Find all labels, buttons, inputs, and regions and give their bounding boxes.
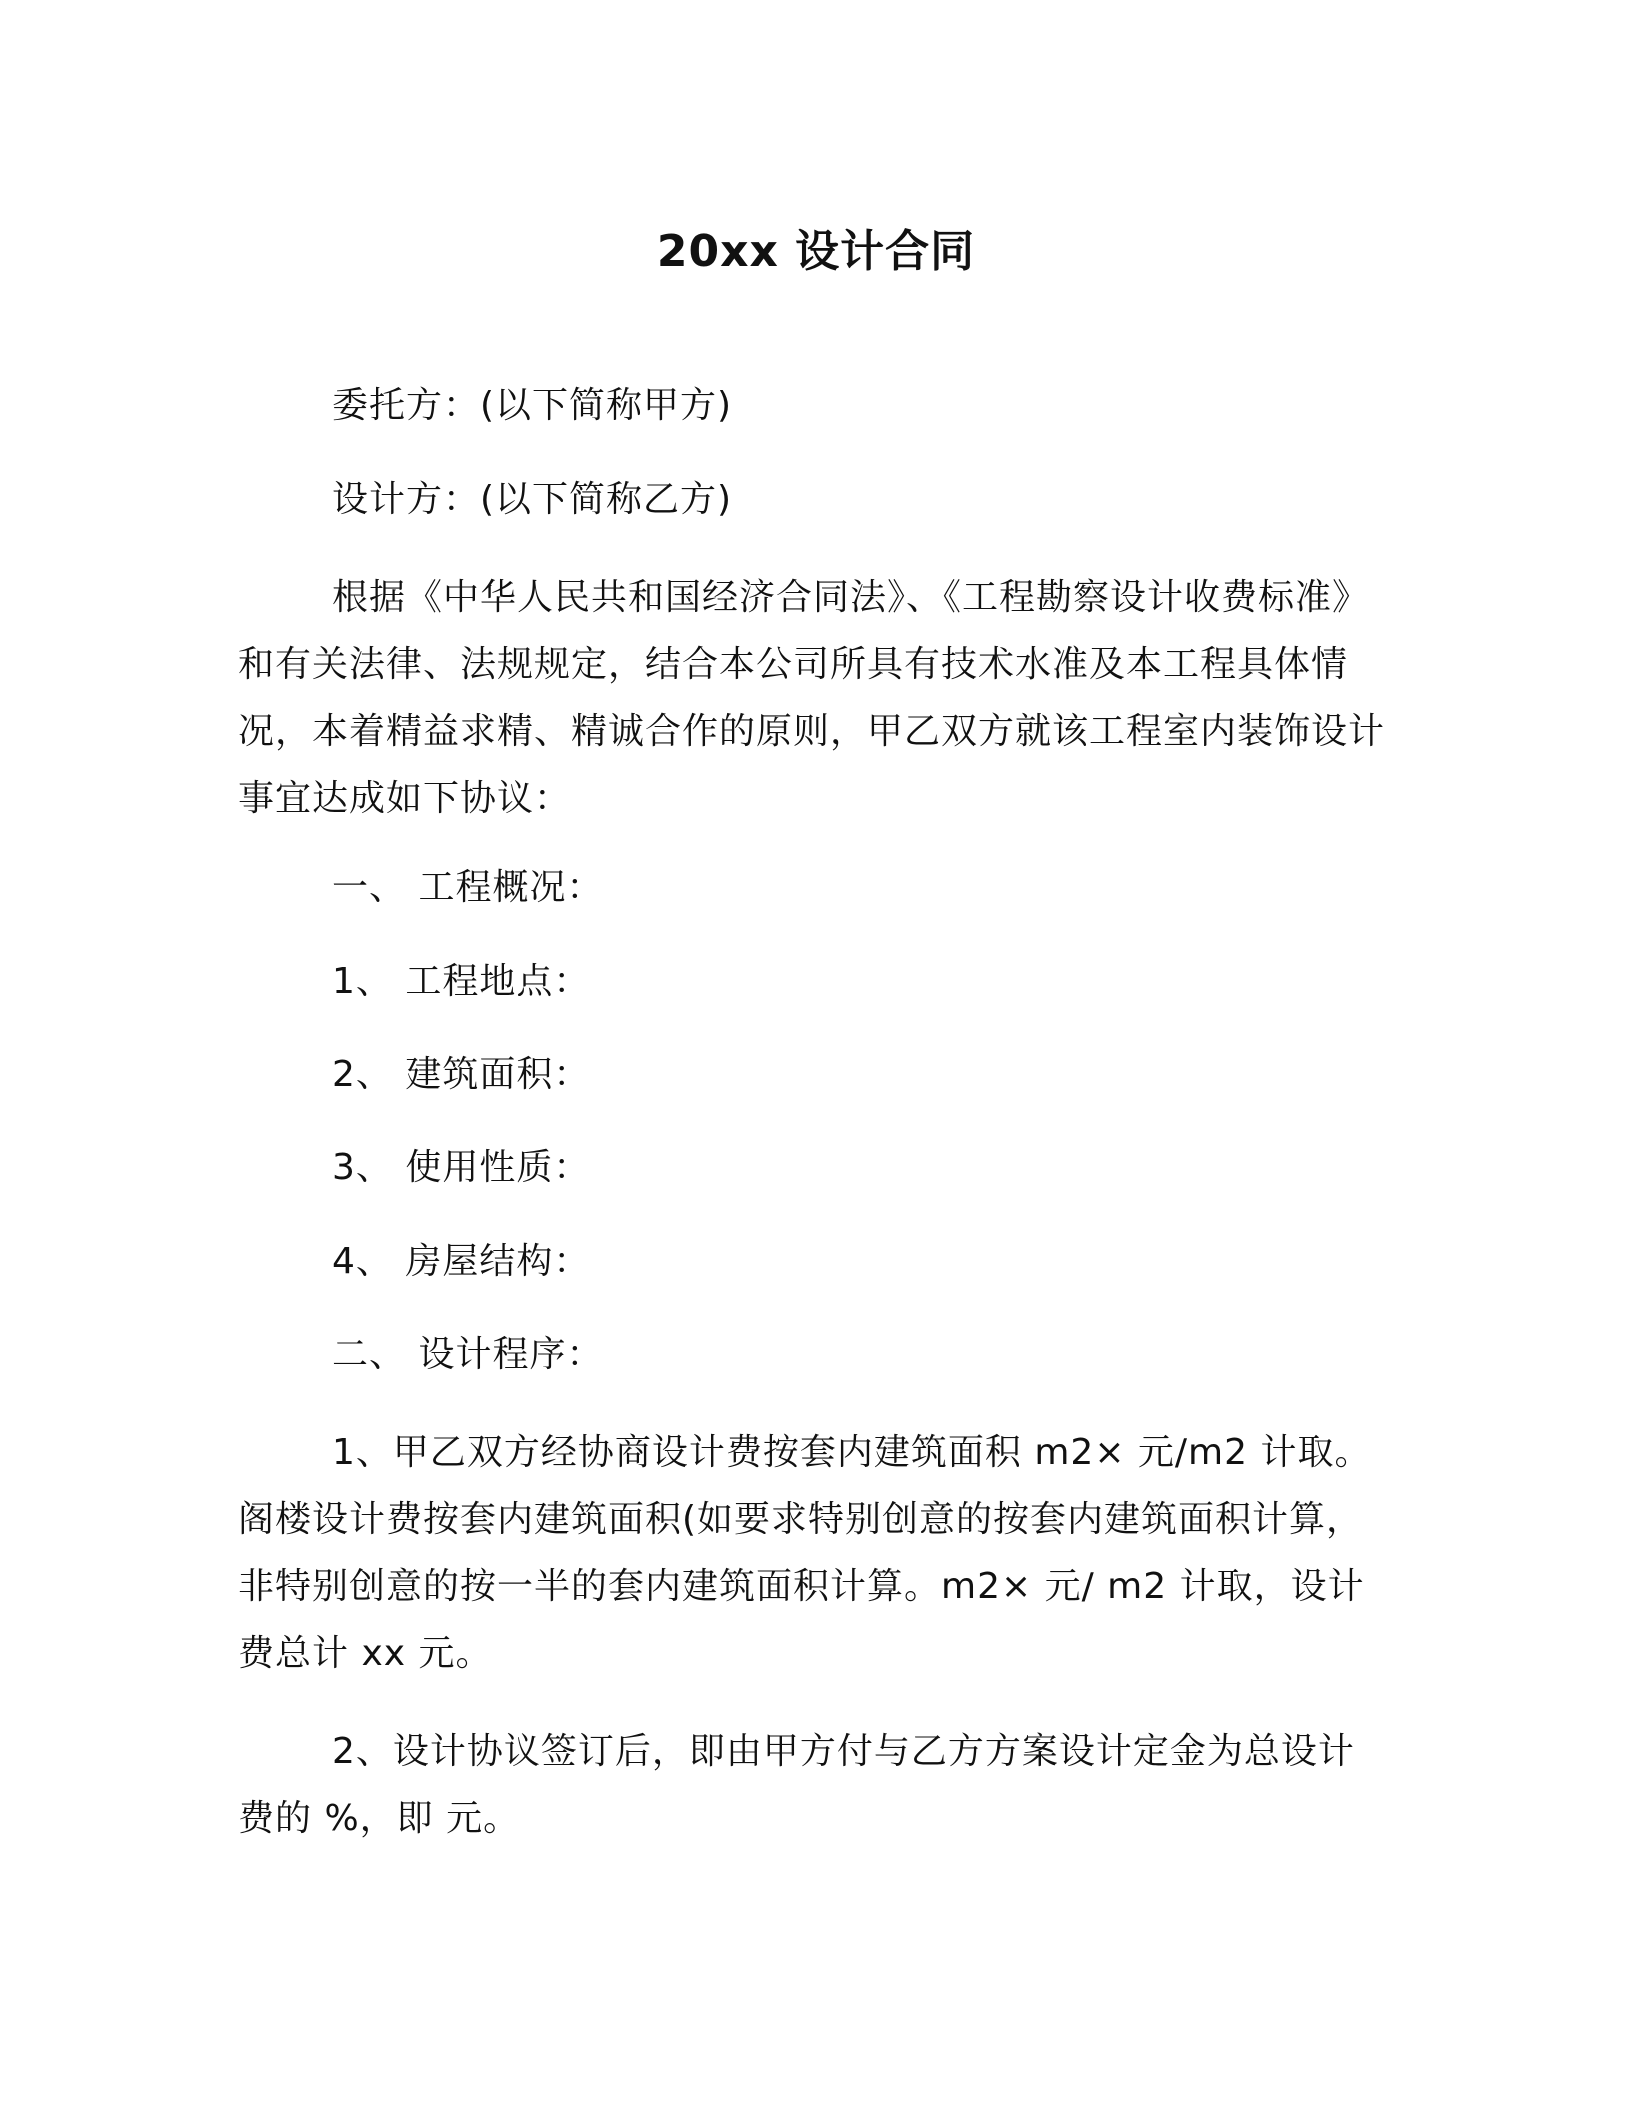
clause-design-fee: 1、甲乙双方经协商设计费按套内建筑面积 m2× 元/m2 计取。阁楼设计费按套内建筑面积(如要求特别创意的按套内建筑面积计算，非特别创意的按一半的套内建筑面积计算。m2× 元/ m2 计取，设计费总计 xx 元。	[238, 1432, 1372, 1674]
section-heading-procedure: 二、 设计程序：	[332, 1334, 604, 1375]
list-item-area: 2、 建筑面积：	[332, 1054, 591, 1095]
section-heading-overview: 一、 工程概况：	[332, 867, 604, 908]
designer-line: 设计方：(以下简称乙方)	[332, 479, 733, 520]
list-item-location: 1、 工程地点：	[332, 961, 591, 1002]
list-item-structure: 4、 房屋结构：	[332, 1241, 591, 1282]
intro-paragraph: 根据《中华人民共和国经济合同法》、《工程勘察设计收费标准》和有关法律、法规规定，结合本公司所具有技术水准及本工程具体情况，本着精益求精、精诚合作的原则，甲乙双方就该工程室内装饰设计事宜达成如下协议：	[238, 577, 1386, 819]
clause-deposit: 2、设计协议签订后，即由甲方付与乙方方案设计定金为总设计费的 %，即 元。	[238, 1731, 1355, 1839]
list-item-usage: 3、 使用性质：	[332, 1147, 591, 1188]
document-title: 20xx 设计合同	[656, 226, 976, 277]
client-line: 委托方：(以下简称甲方)	[332, 385, 733, 426]
